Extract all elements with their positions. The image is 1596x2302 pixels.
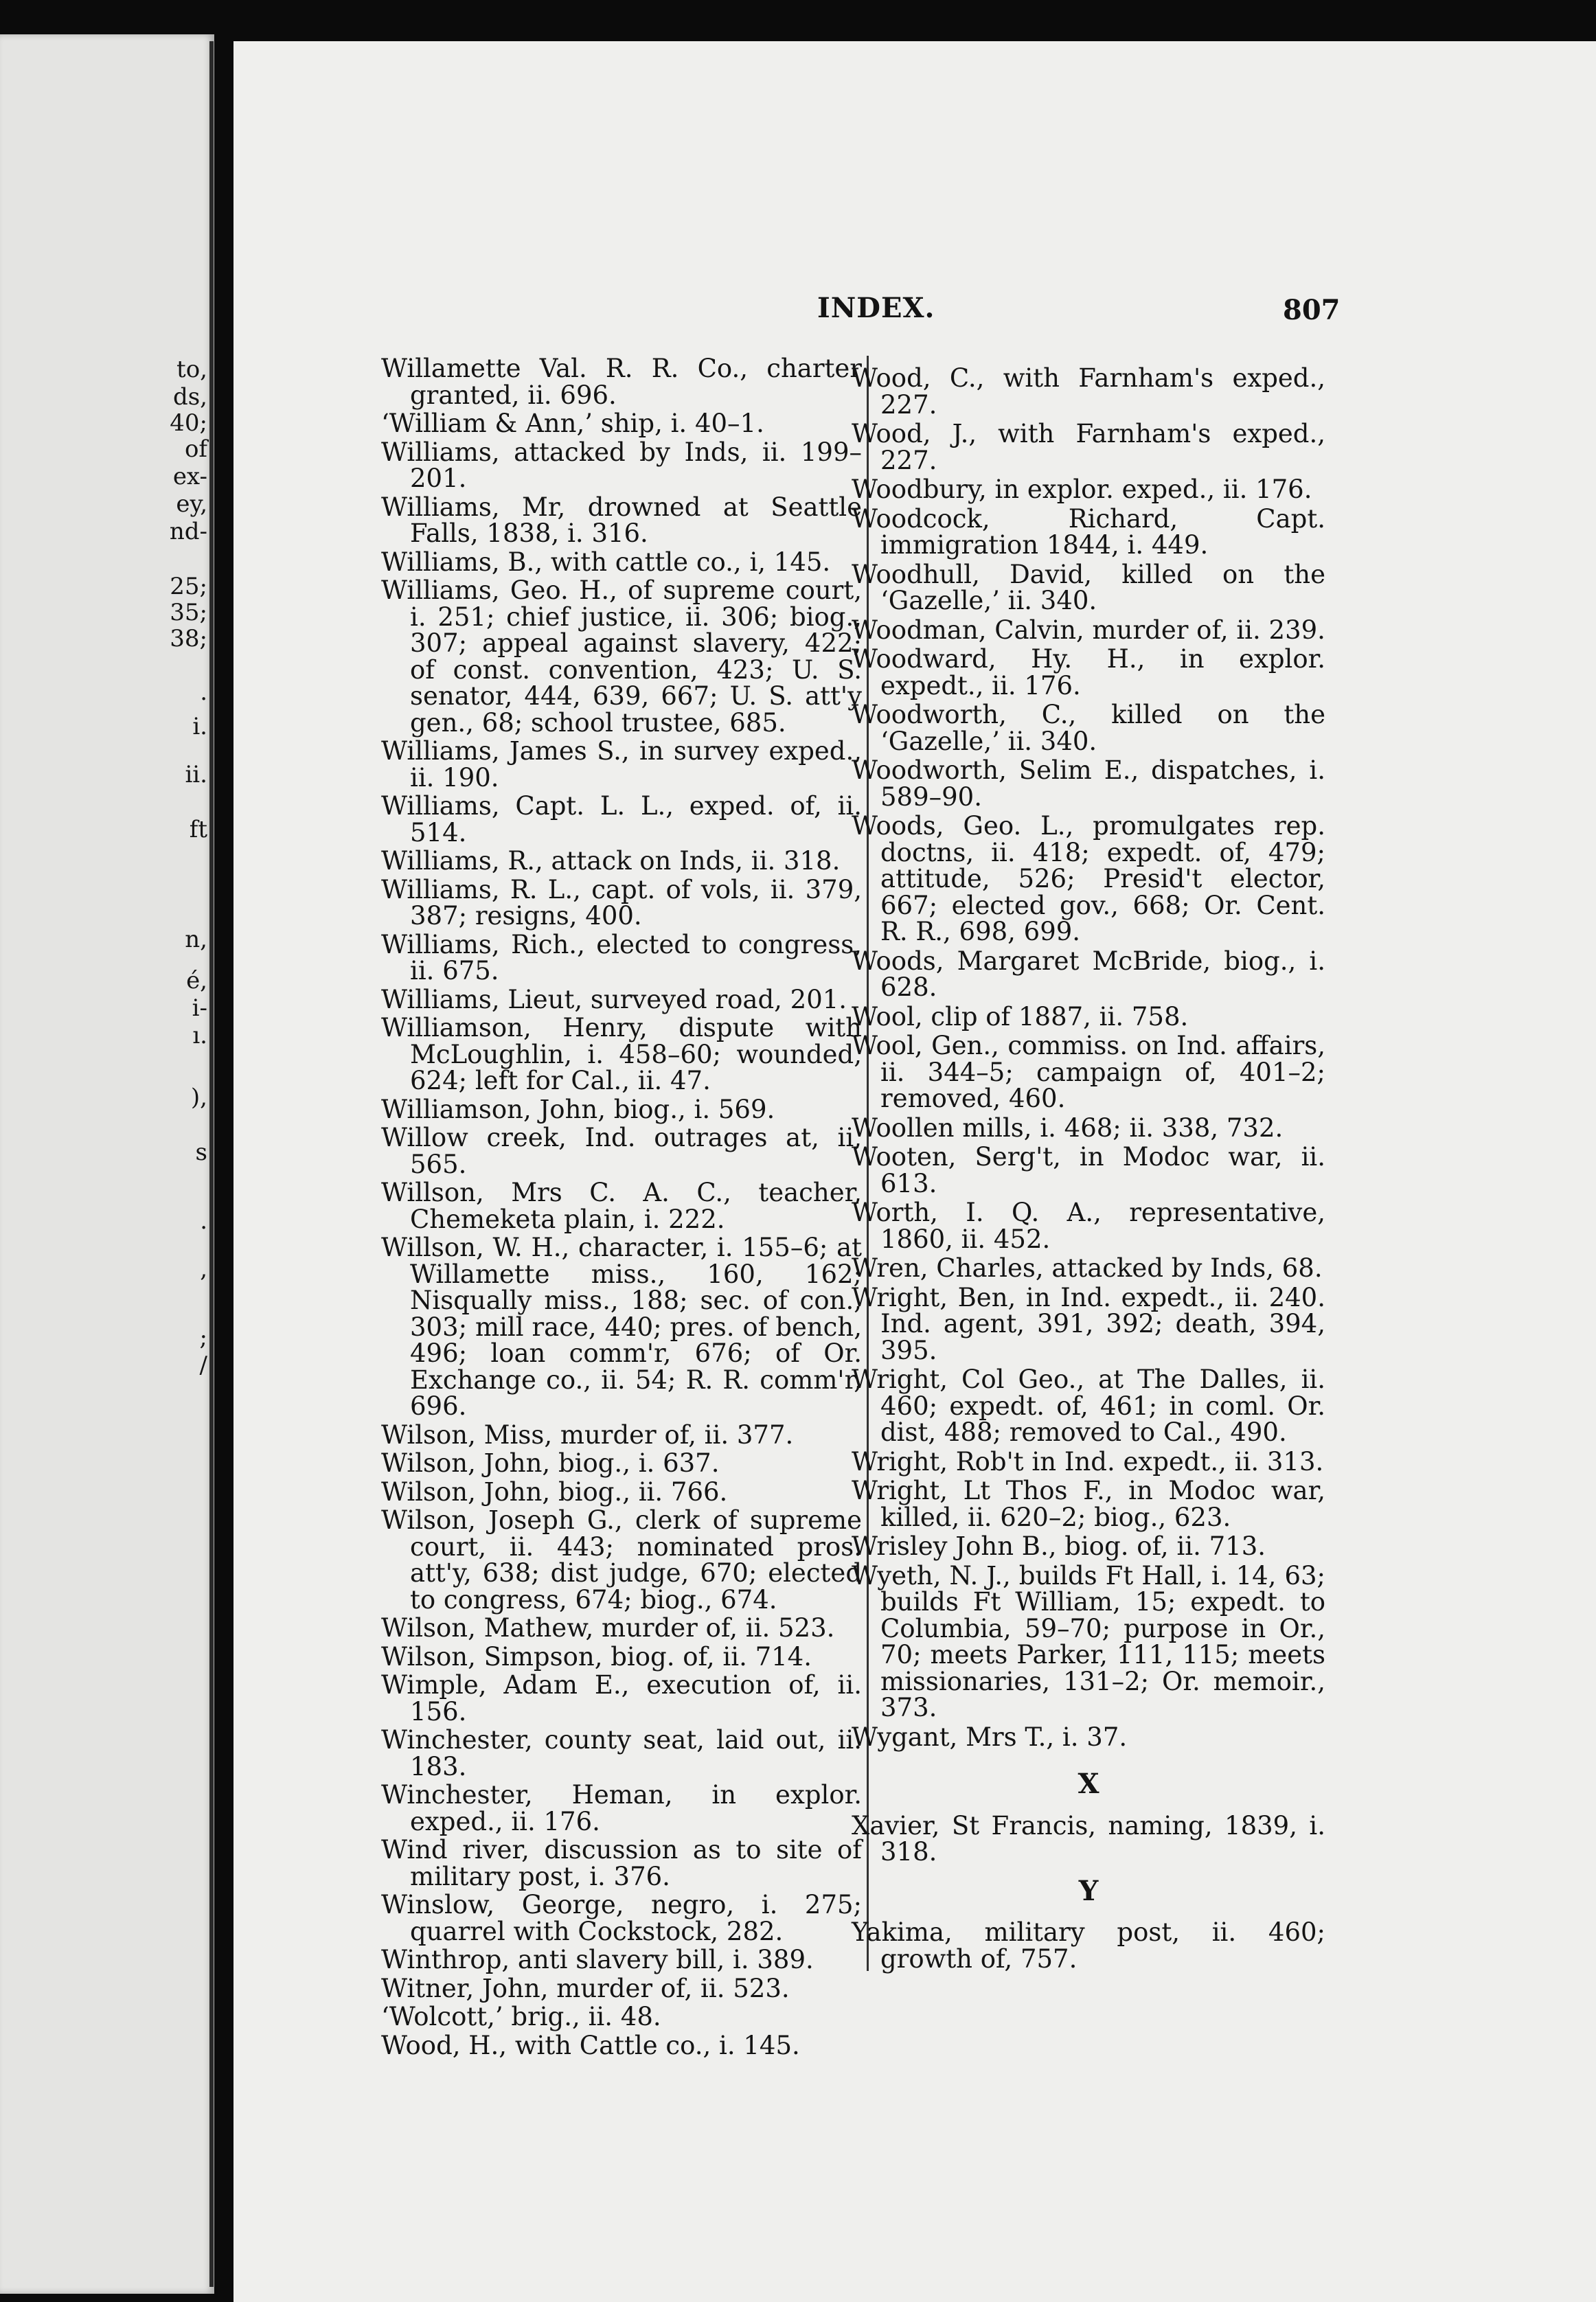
previous-page-fragment: of	[184, 435, 207, 463]
index-entry: Williams, B., with cattle co., i, 145.	[381, 547, 831, 577]
index-entry: Williams, attacked by Inds, ii. 199–201.	[381, 437, 862, 493]
index-entry: ‘William & Ann,’ ship, i. 40–1.	[381, 409, 764, 438]
index-entry: Wood, J., with Farnham's exped., 227.	[852, 419, 1325, 475]
index-entry: Wrisley John B., biog. of, ii. 713.	[852, 1531, 1266, 1561]
previous-page-fragment: to,	[176, 356, 207, 383]
previous-page	[0, 34, 214, 2294]
index-entry: Wright, Ben, in Ind. expedt., ii. 240. Ind. agent, 391, 392; death, 394, 395.	[852, 1282, 1325, 1365]
index-entry: Witner, John, murder of, ii. 523.	[381, 1973, 790, 2003]
index-entry: Wooten, Serg't, in Modoc war, ii. 613.	[852, 1142, 1325, 1198]
index-entry: Wilson, Miss, murder of, ii. 377.	[381, 1420, 794, 1450]
previous-page-fragment: ft	[189, 816, 207, 843]
previous-page-fragment: 35;	[170, 599, 207, 626]
previous-page-fragment: ),	[190, 1084, 207, 1111]
index-entry: Willow creek, Ind. outrages at, ii, 565.	[381, 1123, 862, 1179]
index-entry: Willson, Mrs C. A. C., teacher, Chemeketa plain, i. 222.	[381, 1178, 862, 1234]
previous-page-fragment: i-	[192, 994, 207, 1022]
page-number: 807	[1283, 294, 1341, 326]
index-entry: Wright, Lt Thos F., in Modoc war, killed, ii. 620–2; biog., 623.	[852, 1476, 1325, 1532]
index-entry: Williams, Lieut, surveyed road, 201.	[381, 984, 847, 1014]
index-entry: Winchester, Heman, in explor. exped., ii. 176.	[381, 1780, 862, 1836]
index-entry: Woodman, Calvin, murder of, ii. 239.	[852, 615, 1325, 645]
index-entry: Woollen mills, i. 468; ii. 338, 732.	[852, 1113, 1284, 1143]
page-title: INDEX.	[817, 292, 935, 324]
section-letter-y: Y	[1078, 1874, 1099, 1907]
index-entry: Wygant, Mrs T., i. 37.	[852, 1722, 1128, 1752]
index-entry: Williams, Capt. L. L., exped. of, ii. 514.	[381, 791, 862, 847]
page-gutter	[209, 41, 214, 2287]
section-letter-x: X	[1078, 1768, 1099, 1800]
index-column-left	[381, 356, 862, 2061]
index-entry: Winthrop, anti slavery bill, i. 389.	[381, 1945, 814, 1974]
index-entry: Williams, Geo. H., of supreme court, i. 251; chief justice, ii. 306; biog., 307; appeal against slavery, 422; of const. convention, 423; U. S. senator, 444, 639, 667; U. S. att'y gen., 68; school trustee, 685.	[381, 576, 862, 738]
index-entry: Williams, Rich., elected to congress, ii. 675.	[381, 929, 862, 985]
index-entry: Xavier, St Francis, naming, 1839, i. 318.	[852, 1810, 1325, 1867]
index-entry: Woodbury, in explor. exped., ii. 176.	[852, 475, 1312, 504]
index-entry: Worth, I. Q. A., representative, 1860, ii. 452.	[852, 1198, 1325, 1254]
index-entry: Wilson, John, biog., i. 637.	[381, 1448, 720, 1478]
previous-page-fragment: ii.	[185, 761, 207, 788]
index-entry: Wyeth, N. J., builds Ft Hall, i. 14, 63; builds Ft William, 15; expedt. to Columbia, 59–70; purpose in Or., 70; meets Parker, 111, 115; meets missionaries, 131–2; Or. memoir., 373.	[852, 1560, 1325, 1722]
previous-page-fragment: .	[200, 1207, 207, 1235]
index-entry: Williams, R., attack on Inds, ii. 318.	[381, 846, 841, 876]
index-entry: Woodcock, Richard, Capt. immigration 1844, i. 449.	[852, 503, 1325, 560]
index-entries-x	[852, 1810, 1325, 1867]
previous-page-fragment: .	[200, 679, 207, 706]
index-entry: Wright, Col Geo., at The Dalles, ii. 460; expedt. of, 461; in coml. Or. dist, 488; removed to Cal., 490.	[852, 1365, 1325, 1447]
index-entry: Williamson, Henry, dispute with McLoughlin, i. 458–60; wounded, 624; left for Cal., ii. 47.	[381, 1013, 862, 1095]
index-entry: Wilson, Joseph G., clerk of supreme court, ii. 443; nominated pros. att'y, 638; dist judge, 670; elected to congress, 674; biog., 674.	[381, 1505, 862, 1615]
index-entry: Wilson, Mathew, murder of, ii. 523.	[381, 1613, 835, 1643]
index-entry: Wilson, Simpson, biog. of, ii. 714.	[381, 1641, 812, 1672]
index-entries-w	[852, 365, 1325, 1751]
index-entry: Williamson, John, biog., i. 569.	[381, 1094, 775, 1124]
previous-page-fragment: 38;	[170, 625, 207, 652]
previous-page-fragment: s	[195, 1139, 207, 1166]
index-entry: Yakima, military post, ii. 460; growth of, 757.	[852, 1917, 1325, 1974]
index-entry: Wimple, Adam E., execution of, ii. 156.	[381, 1670, 862, 1726]
index-entry: Woodward, Hy. H., in explor. expedt., ii. 176.	[852, 644, 1325, 700]
previous-page-fragment: 25;	[170, 573, 207, 600]
index-entry: Wilson, John, biog., ii. 766.	[381, 1477, 728, 1507]
previous-page-fragment: /	[199, 1352, 207, 1379]
index-entry: ‘Wolcott,’ brig., ii. 48.	[381, 2002, 661, 2031]
previous-page-fragment: ex-	[172, 463, 207, 490]
previous-page-fragment: ,	[200, 1255, 207, 1283]
previous-page-fragment: ı.	[192, 1022, 207, 1049]
index-entry: Woods, Margaret McBride, biog., i. 628.	[852, 946, 1325, 1002]
index-entry: Woodworth, Selim E., dispatches, i. 589–90.	[852, 755, 1325, 812]
previous-page-fragment: ds,	[172, 383, 207, 411]
index-entry: Wood, C., with Farnham's exped., 227.	[852, 363, 1325, 420]
index-entry: Wool, Gen., commiss. on Ind. affairs, ii. 344–5; campaign of, 401–2; removed, 460.	[852, 1031, 1325, 1113]
index-column-right	[852, 365, 1325, 1975]
previous-page-fragment: 40;	[170, 409, 207, 437]
index-entry: Winchester, county seat, laid out, ii. 183.	[381, 1725, 862, 1781]
index-entry: Wren, Charles, attacked by Inds, 68.	[852, 1253, 1323, 1283]
index-entry: Wind river, discussion as to site of military post, i. 376.	[381, 1835, 862, 1891]
index-entry: Williams, James S., in survey exped., ii. 190.	[381, 736, 862, 793]
index-entry: Woodworth, C., killed on the ‘Gazelle,’ ii. 340.	[852, 700, 1325, 756]
index-entry: Wright, Rob't in Ind. expedt., ii. 313.	[852, 1446, 1324, 1477]
index-entry: Williams, Mr, drowned at Seattle Falls, 1838, i. 316.	[381, 492, 862, 548]
previous-page-fragment: nd-	[169, 518, 207, 545]
previous-page-fragment: é,	[186, 967, 207, 994]
index-entry: Williams, R. L., capt. of vols, ii. 379, 387; resigns, 400.	[381, 874, 862, 931]
index-entry: Wood, H., with Cattle co., i. 145.	[381, 2030, 800, 2060]
index-entries-y	[852, 1919, 1325, 1972]
index-entry: Woods, Geo. L., promulgates rep. doctns, ii. 418; expedt. of, 479; attitude, 526; Presid't elector, 667; elected gov., 668; Or. Cent. R. R., 698, 699.	[852, 811, 1325, 946]
previous-page-fragment: ey,	[176, 490, 207, 518]
index-entry: Willson, W. H., character, i. 155–6; at Willamette miss., 160, 162; Nisqually miss., 188; sec. of con., 303; mill race, 440; pres. of bench, 496; loan comm'r, 676; of Or. Exchange co., ii. 54; R. R. comm'r, 696.	[381, 1233, 862, 1421]
index-entry: Wool, clip of 1887, ii. 758.	[852, 1001, 1189, 1032]
previous-page-fragment: i.	[192, 713, 207, 740]
index-entry: Woodhull, David, killed on the ‘Gazelle,’ ii. 340.	[852, 559, 1325, 615]
index-entry: Willamette Val. R. R. Co., charter granted, ii. 696.	[381, 354, 862, 410]
previous-page-fragment: n,	[185, 926, 207, 953]
index-entry: Winslow, George, negro, i. 275; quarrel with Cockstock, 282.	[381, 1890, 862, 1946]
previous-page-fragment: ;	[199, 1324, 207, 1352]
